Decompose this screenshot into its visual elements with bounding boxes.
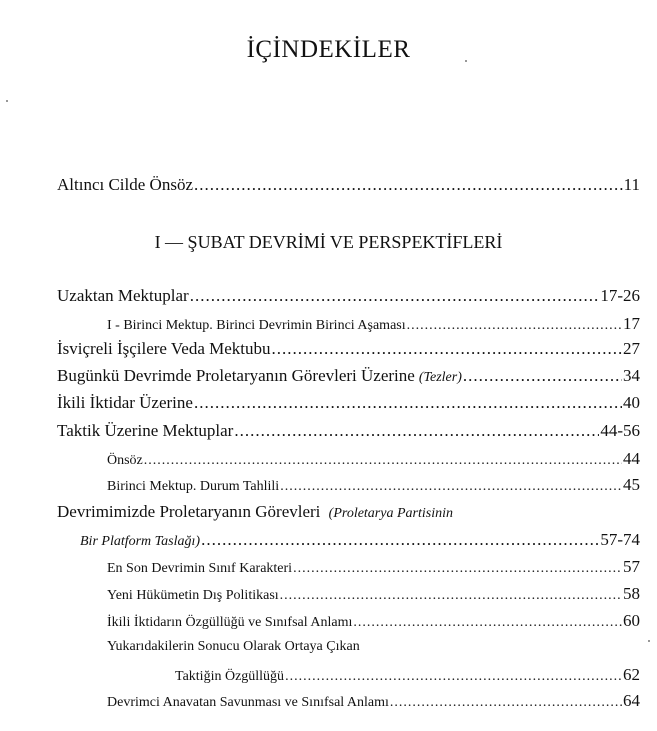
toc-entry-note: (Tezler) [418, 370, 462, 385]
dot-leader [190, 286, 600, 306]
dot-leader [194, 175, 623, 195]
dot-leader [201, 530, 599, 550]
toc-entry-page: 17 [623, 314, 640, 333]
toc-entry-page: 45 [623, 475, 640, 494]
toc-subentry [107, 691, 640, 711]
dot-leader [194, 393, 622, 413]
scan-speck [648, 640, 650, 642]
dot-leader [234, 421, 599, 441]
toc-entry [57, 339, 640, 359]
toc-entry-page: 57 [623, 557, 640, 576]
dot-leader [272, 339, 622, 359]
toc-entry-label: Altıncı Cilde Önsöz [57, 175, 193, 194]
toc-entry-label: İsviçreli İşçilere Veda Mektubu [57, 339, 271, 358]
toc-entry-label: Yeni Hükümetin Dış Politikası [107, 588, 279, 603]
dot-leader [407, 318, 622, 334]
toc-entry-page: 34 [623, 366, 640, 385]
toc-entry-label: İkili İktidar Üzerine [57, 393, 193, 412]
toc-entry-label: I - Birinci Mektup. Birinci Devrimin Birinci Aşaması [107, 318, 406, 333]
toc-entry-label: Birinci Mektup. Durum Tahlili [107, 479, 280, 494]
toc-subentry [107, 449, 640, 469]
toc-entry-line [107, 639, 360, 655]
scan-speck [465, 60, 467, 62]
toc-entry-page: 17-26 [600, 286, 640, 305]
toc-entry-note: Bir Platform Taslağı) [80, 534, 201, 549]
toc-entry-label: Uzaktan Mektuplar [57, 286, 189, 305]
toc-entry-note: (Proletarya Partisinin [328, 506, 453, 521]
toc-entry-page: 44-56 [600, 421, 640, 440]
toc-subentry [107, 475, 640, 495]
dot-leader [390, 695, 622, 711]
dot-leader [293, 561, 622, 577]
toc-entry-page: 60 [623, 611, 640, 630]
toc-entry-page: 27 [623, 339, 640, 358]
toc-entry [57, 286, 640, 306]
toc-entry-line [57, 502, 453, 522]
toc-entry-page: 44 [623, 449, 640, 468]
toc-subentry [107, 314, 640, 334]
dot-leader [285, 669, 622, 685]
toc-entry-page: 57-74 [600, 530, 640, 549]
toc-subentry [107, 611, 640, 631]
toc-entry-preface [57, 175, 640, 195]
toc-entry [57, 366, 640, 386]
toc-entry-page: 64 [623, 691, 640, 710]
page-title: İÇİNDEKİLER [246, 36, 411, 63]
toc-entry [57, 421, 640, 441]
toc-subentry [175, 665, 640, 685]
toc-entry-continuation [80, 530, 640, 550]
toc-entry-label: En Son Devrimin Sınıf Karakteri [107, 561, 293, 576]
toc-entry-page: 40 [623, 393, 640, 412]
toc-subentry [107, 557, 640, 577]
toc-subentry [107, 584, 640, 604]
toc-entry-label: Devrimci Anavatan Savunması ve Sınıfsal Anlamı [107, 695, 389, 710]
dot-leader [280, 588, 622, 604]
toc-entry-label: Bugünkü Devrimde Proletaryanın Görevleri Üzerine [57, 366, 415, 385]
dot-leader [463, 366, 622, 386]
toc-entry-page: 11 [623, 175, 640, 194]
toc-entry-label: Taktiğin Özgüllüğü [175, 669, 285, 684]
dot-leader [353, 615, 622, 631]
toc-entry-label: Yukarıdakilerin Sonucu Olarak Ortaya Çıkan [107, 639, 360, 654]
toc-entry-page: 58 [623, 584, 640, 603]
toc-entry-page: 62 [623, 665, 640, 684]
scan-speck [6, 100, 8, 102]
toc-entry-label: Devrimimizde Proletaryanın Görevleri [57, 502, 321, 521]
dot-leader [144, 453, 622, 469]
toc-entry-label: Taktik Üzerine Mektuplar [57, 421, 234, 440]
section-heading: I — ŞUBAT DEVRİMİ VE PERSPEKTİFLERİ [154, 232, 503, 252]
toc-entry-label: İkili İktidarın Özgüllüğü ve Sınıfsal Anlamı [107, 615, 353, 630]
toc-entry [57, 393, 640, 413]
toc-entry-label: Önsöz [107, 453, 143, 468]
dot-leader [280, 479, 622, 495]
